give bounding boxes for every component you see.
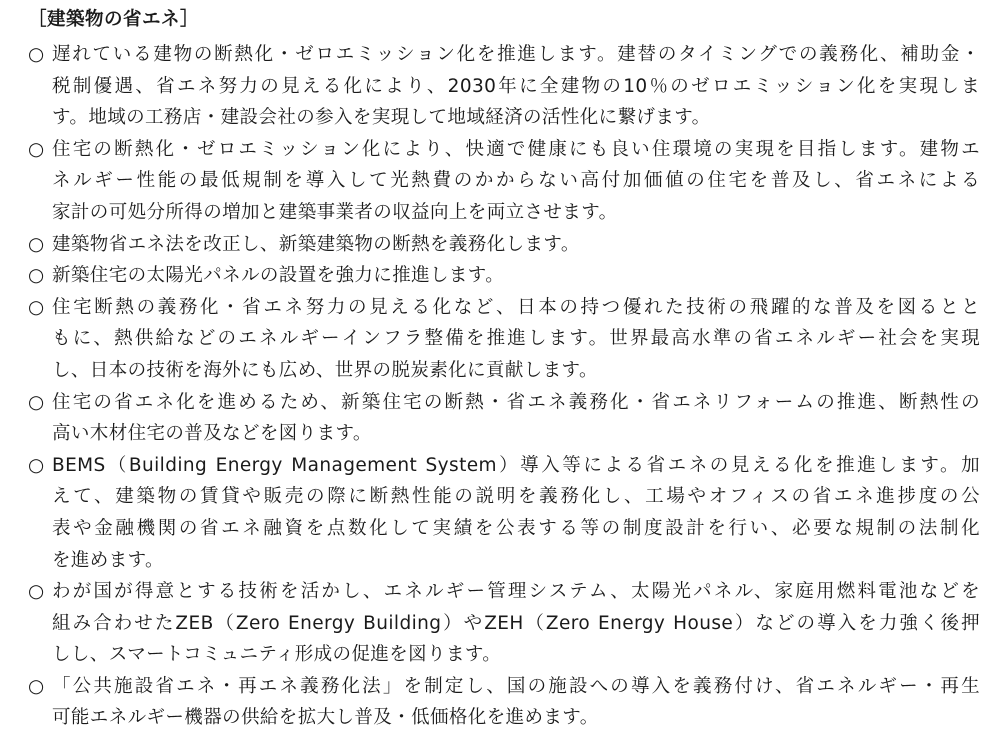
policy-item-text: [52, 671, 980, 734]
policy-item: [28, 39, 980, 134]
policy-item-line: もに、熱供給などのエネルギーインフラ整備を推進します。世界最高水準の省エネルギー社会を実現: [52, 328, 980, 350]
circle-bullet-icon: ○: [28, 454, 45, 476]
circle-bullet-icon: ○: [28, 296, 45, 318]
policy-item-line: 可能エネルギー機器の供給を拡大し普及・低価格化を進めます。: [52, 707, 599, 729]
policy-item-line: BEMS（Building Energy Management System）導入等による省エネの見える化を推進します。加: [52, 454, 980, 476]
policy-item-line: 建築物省エネ法を改正し、新築建築物の断熱を義務化します。: [52, 233, 580, 255]
policy-item-line: 住宅断熱の義務化・省エネ努力の見える化など、日本の持つ優れた技術の飛躍的な普及を図るとと: [52, 296, 980, 318]
policy-item-line: を進めます。: [52, 549, 164, 571]
policy-item: [28, 134, 980, 229]
circle-bullet-icon: ○: [28, 138, 45, 160]
policy-item: [28, 229, 980, 261]
document: [28, 0, 980, 734]
policy-item-line: 遅れている建物の断熱化・ゼロエミッション化を推進します。建替のタイミングでの義務化、補助金・: [52, 44, 980, 65]
policy-item: [28, 671, 980, 734]
policy-item-line: す。地域の工務店・建設会社の参入を実現して地域経済の活性化に繋げます。: [52, 107, 711, 129]
policy-item-line: 住宅の断熱化・ゼロエミッション化により、快適で健康にも良い住環境の実現を目指します。建物エ: [52, 138, 980, 160]
policy-item-text: [52, 39, 980, 134]
circle-bullet-icon: ○: [28, 391, 45, 413]
policy-item-line: えて、建築物の賃貸や販売の際に断熱性能の説明を義務化し、工場やオフィスの省エネ進捗度の公: [52, 486, 980, 508]
policy-item: [28, 576, 980, 671]
policy-item-line: 高い木材住宅の普及などを図ります。: [52, 423, 372, 445]
policy-item-line: 新築住宅の太陽光パネルの設置を強力に推進します。: [52, 265, 505, 287]
policy-list: [28, 39, 980, 734]
circle-bullet-icon: ○: [28, 581, 45, 603]
policy-item-line: 住宅の省エネ化を進めるため、新築住宅の断熱・省エネ義務化・省エネリフォームの推進、断熱性の: [52, 391, 980, 413]
section-heading: ［建築物の省エネ］: [28, 9, 200, 30]
policy-item-text: [52, 387, 980, 450]
policy-item: [28, 260, 980, 292]
circle-bullet-icon: ○: [28, 675, 45, 697]
policy-item-line: 税制優遇、省エネ努力の見える化により、2030年に全建物の10％のゼロエミッション化を実現しま: [52, 75, 980, 97]
policy-item-line: 家計の可処分所得の増加と建築事業者の収益向上を両立させます。: [52, 201, 618, 223]
policy-item-line: ネルギー性能の最低規制を導入して光熱費のかからない高付加価値の住宅を普及し、省エネによる: [52, 170, 980, 192]
policy-item-text: [52, 292, 980, 387]
policy-item-text: [52, 576, 980, 671]
policy-item-line: しし、スマートコミュニティ形成の促進を図ります。: [52, 644, 502, 666]
policy-item-text: [52, 229, 980, 261]
policy-item-text: [52, 450, 980, 576]
circle-bullet-icon: ○: [28, 265, 45, 287]
policy-item: [28, 387, 980, 450]
policy-item-line: 表や金融機関の省エネ融資を点数化して実績を公表する等の制度設計を行い、必要な規制の法制化: [52, 517, 980, 539]
policy-item: [28, 450, 980, 576]
circle-bullet-icon: ○: [28, 44, 45, 65]
policy-item-line: 組み合わせたZEB（Zero Energy Building）やZEH（Zero Energy House）などの導入を力強く後押: [52, 612, 980, 634]
circle-bullet-icon: ○: [28, 233, 45, 255]
policy-item-text: [52, 134, 980, 229]
policy-item-line: 「公共施設省エネ・再エネ義務化法」を制定し、国の施設への導入を義務付け、省エネルギー・再生: [52, 675, 980, 697]
policy-item-line: わが国が得意とする技術を活かし、エネルギー管理システム、太陽光パネル、家庭用燃料電池などを: [52, 581, 980, 603]
policy-item: [28, 292, 980, 387]
policy-item-line: し、日本の技術を海外にも広め、世界の脱炭素化に貢献します。: [52, 359, 598, 381]
policy-item-text: [52, 260, 980, 292]
